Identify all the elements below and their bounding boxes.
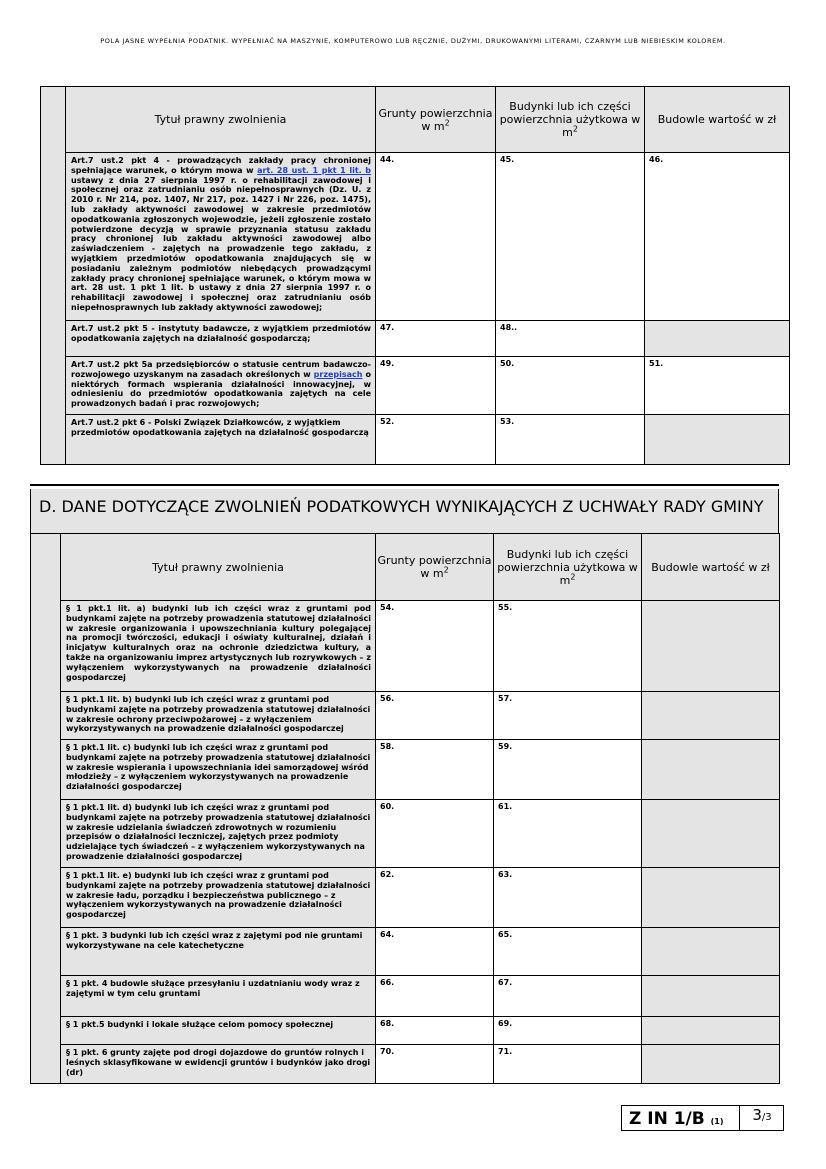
form-footer [621,1105,784,1131]
blocked-cell [642,868,780,928]
blocked-cell [642,800,780,868]
field-70[interactable]: 70. [376,1045,494,1084]
legal-title-row: Art.7 ust.2 pkt 6 - Polski Związek Działkowców, z wyjątkiem przedmiotów opodatkowania zajętych na działalność gospodarczą [66,415,376,465]
legal-title-row: § 1 pkt.1 lit. b) budynki lub ich części wraz z gruntami pod budynkami zajęte na potrzeby prowadzenia statutowej działalności w zakresie ochrony przeciwpożarowej – z wyłączeniem wykorzystywanych na prowadzenie działalności gospodarczej [61,692,376,740]
legal-title-row: § 1 pkt.1 lit. e) budynki lub ich części wraz z gruntami pod budynkami zajęte na potrzeby prowadzenia statutowej działalności w zakresie ładu, porządku i bezpieczeństwa publicznego – z wyłączeniem wykorzystywanych na prowadzenie działalności gospodarczej [61,868,376,928]
blocked-cell [642,928,780,976]
legal-title-row: § 1 pkt. 6 grunty zajęte pod drogi dojazdowe do gruntów rolnych i leśnych sklasyfikowane w ewidencji gruntów i budynków jako drogi (dr) [61,1045,376,1084]
header-budowle: Budowle wartość w zł [645,87,790,153]
field-47[interactable]: 47. [376,321,496,357]
field-56[interactable]: 56. [376,692,494,740]
header-grunty: Grunty powierzchnia w $m^2$ [376,534,494,601]
field-49[interactable]: 49. [376,357,496,415]
legal-title-row: Art.7 ust.2 pkt 5a przedsiębiorców o statusie centrum badawczo-rozwojowego uzyskanym na zasadach określonych w przepisach o niektórych formach wspierania działalności innowacyjnej, w odniesieniu do przedmiotów opodatkowania zajętych na cele prowadzonych badań i prac rozwojowych; [66,357,376,415]
field-54[interactable]: 54. [376,601,494,692]
field-63[interactable]: 63. [494,868,642,928]
blocked-cell [645,415,790,465]
section-d-title: D. DANE DOTYCZĄCE ZWOLNIEŃ PODATKOWYCH WYNIKAJĄCYCH Z UCHWAŁY RADY GMINY [30,489,779,533]
blocked-cell [642,601,780,692]
field-69[interactable]: 69. [494,1017,642,1045]
exemptions-table-continued [40,86,790,465]
field-68[interactable]: 68. [376,1017,494,1045]
field-60[interactable]: 60. [376,800,494,868]
left-margin-column [41,87,66,465]
section-d-table [30,533,780,1084]
field-44[interactable]: 44. [376,153,496,321]
field-52[interactable]: 52. [376,415,496,465]
field-51[interactable]: 51. [645,357,790,415]
field-58[interactable]: 58. [376,740,494,800]
legal-title-row: § 1 pkt. 3 budynki lub ich części wraz z zajętymi pod nie gruntami wykorzystywane na cele katechetyczne [61,928,376,976]
blocked-cell [642,692,780,740]
law-link[interactable]: art. 28 ust. 1 pkt 1 lit. b [257,165,371,175]
fill-instruction-note: POLA JASNE WYPEŁNIA PODATNIK. WYPEŁNIAĆ NA MASZYNIE, KOMPUTEROWO LUB RĘCZNIE, DUŻYMI, DRUKOWANYMI LITERAMI, CZARNYM LUB NIEBIESKIM KOLOREM. [100,37,726,45]
legal-title-row: Art.7 ust.2 pkt 4 - prowadzących zakłady pracy chronionej spełniające warunek, o którym mowa w art. 28 ust. 1 pkt 1 lit. b ustawy z dnia 27 sierpnia 1997 r. o rehabilitacji zawodowej i społecznej oraz zatrudnianiu osób niepełnosprawnych (Dz. U. z 2010 r. Nr 214, poz. 1407, Nr 217, poz. 1427 i Nr 226, poz. 1475), lub zakłady aktywności zawodowej w zakresie przedmiotów opodatkowania zgłoszonych wojewodzie, jeżeli zgłoszenie zostało potwierdzone decyzją w sprawie przyznania statusu zakładu pracy chronionej lub zakładu aktywności zawodowej albo zaświadczeniem - zajętych na prowadzenie tego zakładu, z wyjątkiem przedmiotów opodatkowania znajdujących się w posiadaniu zależnym podmiotów niebędących prowadzącymi zakłady pracy chronionej spełniające warunek, o którym mowa w art. 28 ust. 1 pkt 1 lit. b ustawy z dnia 27 sierpnia 1997 r. o rehabilitacji zawodowej i społecznej oraz zatrudnianiu osób niepełnosprawnych lub zakłady aktywności zawodowej; [66,153,376,321]
header-legal-title: Tytuł prawny zwolnienia [66,87,376,153]
blocked-cell [642,1045,780,1084]
field-61[interactable]: 61. [494,800,642,868]
header-grunty: Grunty powierzchnia w $m^2$ [376,87,496,153]
header-legal-title: Tytuł prawny zwolnienia [61,534,376,601]
field-62[interactable]: 62. [376,868,494,928]
header-budynki: Budynki lub ich części powierzchnia użytkowa w $m^2$ [494,534,642,601]
legal-title-row: § 1 pkt.5 budynki i lokale służące celom pomocy społecznej [61,1017,376,1045]
field-66[interactable]: 66. [376,976,494,1017]
field-50[interactable]: 50. [496,357,645,415]
field-55[interactable]: 55. [494,601,642,692]
legal-title-row: § 1 pkt.1 lit. c) budynki lub ich części wraz z gruntami pod budynkami zajęte na potrzeby prowadzenia statutowej działalności w zakresie wspierania i upowszechniania idei samorządowej wśród młodzieży – z wyłączeniem wykorzystywanych na prowadzenie działalności gospodarczej [61,740,376,800]
legal-title-row: § 1 pkt.1 lit. d) budynki lub ich części wraz z gruntami pod budynkami zajęte na potrzeby prowadzenia statutowej działalności w zakresie udzielania świadczeń zdrowotnych w rozumieniu przepisów o działalności leczniczej, zajętych przez podmioty udzielające tych świadczeń – z wyłączeniem wykorzystywanych na prowadzenie działalności gospodarczej [61,800,376,868]
field-64[interactable]: 64. [376,928,494,976]
header-budynki: Budynki lub ich części powierzchnia użytkowa w $m^2$ [496,87,645,153]
legal-title-row: § 1 pkt. 4 budowle służące przesyłaniu i uzdatnianiu wody wraz z zajętymi w tym celu gruntami [61,976,376,1017]
field-53[interactable]: 53. [496,415,645,465]
header-budowle: Budowle wartość w zł [642,534,780,601]
blocked-cell [642,976,780,1017]
field-59[interactable]: 59. [494,740,642,800]
field-71[interactable]: 71. [494,1045,642,1084]
regulations-link[interactable]: przepisach [313,369,363,379]
blocked-cell [642,740,780,800]
left-margin-column [31,534,61,1084]
blocked-cell [645,321,790,357]
section-divider [30,484,779,486]
form-code: Z IN 1/B (1) [629,1109,724,1129]
field-57[interactable]: 57. [494,692,642,740]
blocked-cell [642,1017,780,1045]
field-65[interactable]: 65. [494,928,642,976]
legal-title-row: Art.7 ust.2 pkt 5 - instytuty badawcze, z wyjątkiem przedmiotów opodatkowania zajętych na działalność gospodarczą; [66,321,376,357]
page-number: 3/3 [739,1106,784,1130]
field-48[interactable]: 48.. [496,321,645,357]
legal-title-row: § 1 pkt.1 lit. a) budynki lub ich części wraz z gruntami pod budynkami zajęte na potrzeby prowadzenia statutowej działalności w zakresie organizowania i upowszechniania kultury polegającej na promocji twórczości, edukacji i oświaty kulturalnej, działań i inicjatyw kulturalnych oraz na ochronie dziedzictwa kultury, a także na organizowaniu imprez artystycznych lub rozrywkowych – z wyłączeniem wykorzystywanych na prowadzenie działalności gospodarczej [61,601,376,692]
field-45[interactable]: 45. [496,153,645,321]
field-67[interactable]: 67. [494,976,642,1017]
field-46[interactable]: 46. [645,153,790,321]
